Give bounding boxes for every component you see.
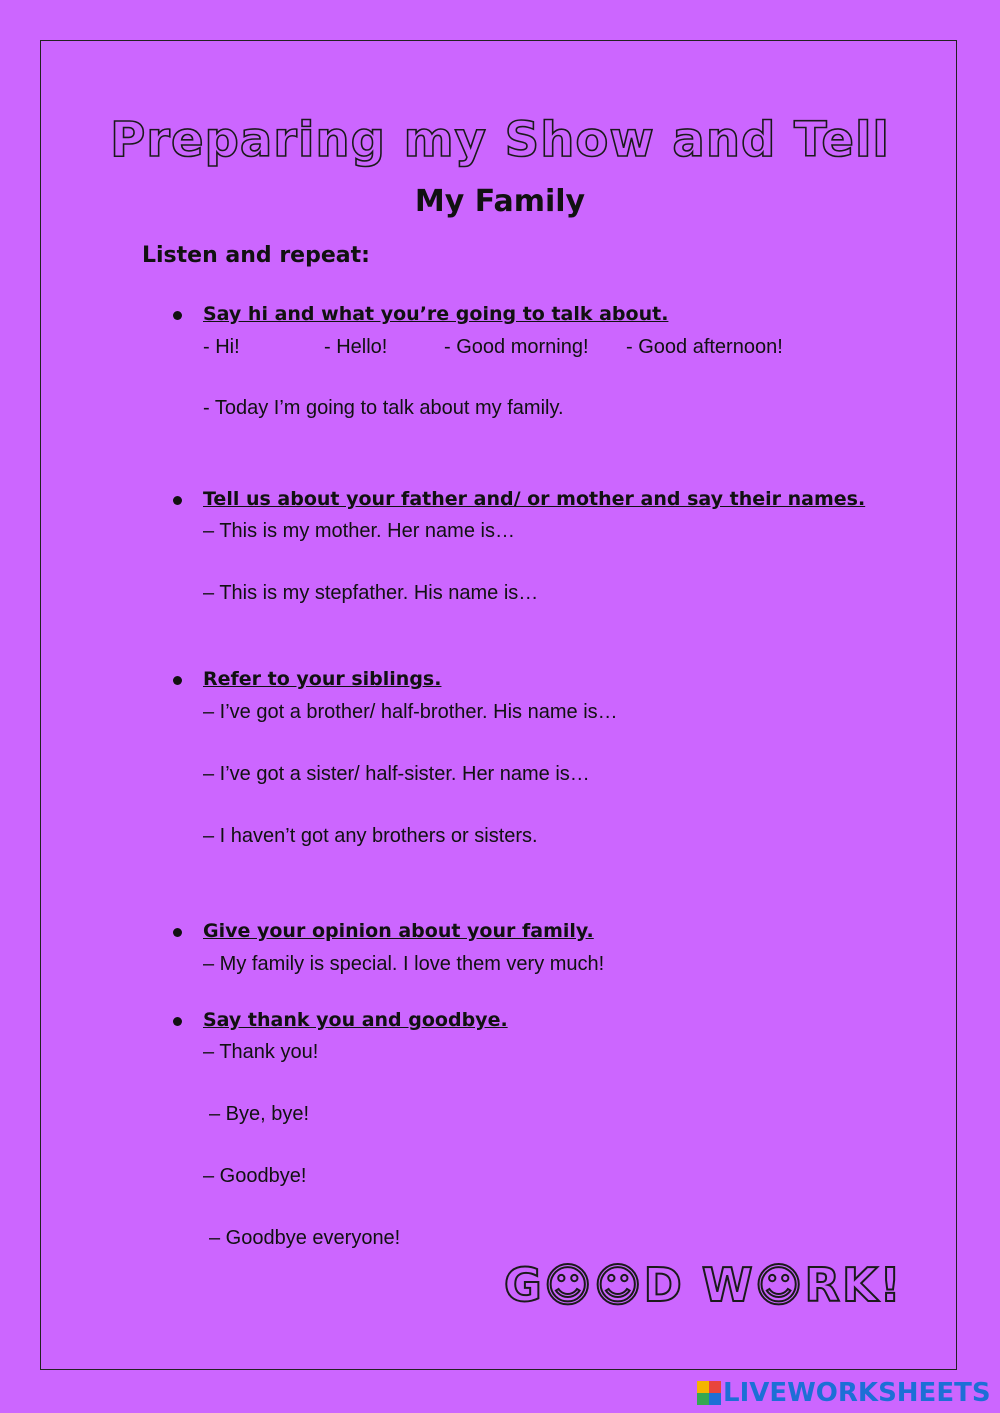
parents-line-mother: – This is my mother. Her name is… [203,520,515,542]
siblings-line-sister: – I’ve got a sister/ half-sister. Her name is… [203,763,590,785]
bullet-icon [173,311,182,320]
section-heading-siblings: Refer to your siblings. [203,668,442,690]
section-heading-greeting: Say hi and what you’re going to talk about. [203,303,669,325]
greeting-good-afternoon: - Good afternoon! [626,336,783,358]
goodbye-line-goodbye: – Goodbye! [203,1165,307,1187]
goodbye-line-bye-bye: – Bye, bye! [209,1103,310,1125]
bullet-icon [173,928,182,937]
goodbye-line-thanks: – Thank you! [203,1041,319,1063]
bullet-icon [173,676,182,685]
good-work-stamp: G☺☺D W☺RK! [504,1258,903,1312]
page-title: Preparing my Show and Tell [110,112,890,168]
liveworksheets-watermark [697,1378,991,1408]
siblings-line-none: – I haven’t got any brothers or sisters. [203,825,538,847]
opinion-line: – My family is special. I love them very much! [203,953,605,975]
bullet-icon [173,496,182,505]
liveworksheets-logo-icon [697,1381,721,1405]
section-heading-goodbye: Say thank you and goodbye. [203,1009,508,1031]
instruction-label: Listen and repeat: [142,243,370,268]
greeting-good-morning: - Good morning! [444,336,589,358]
topic-line: - Today I’m going to talk about my family. [203,397,564,419]
greeting-hi: - Hi! [203,336,240,358]
page-subtitle: My Family [414,184,586,219]
siblings-line-brother: – I’ve got a brother/ half-brother. His name is… [203,701,618,723]
greeting-hello: - Hello! [324,336,388,358]
parents-line-stepfather: – This is my stepfather. His name is… [203,582,539,604]
watermark-text: LIVEWORKSHEETS [723,1378,991,1408]
bullet-icon [173,1017,182,1026]
goodbye-line-everyone: – Goodbye everyone! [209,1227,401,1249]
section-heading-opinion: Give your opinion about your family. [203,920,594,942]
section-heading-parents: Tell us about your father and/ or mother and say their names. [203,488,866,510]
